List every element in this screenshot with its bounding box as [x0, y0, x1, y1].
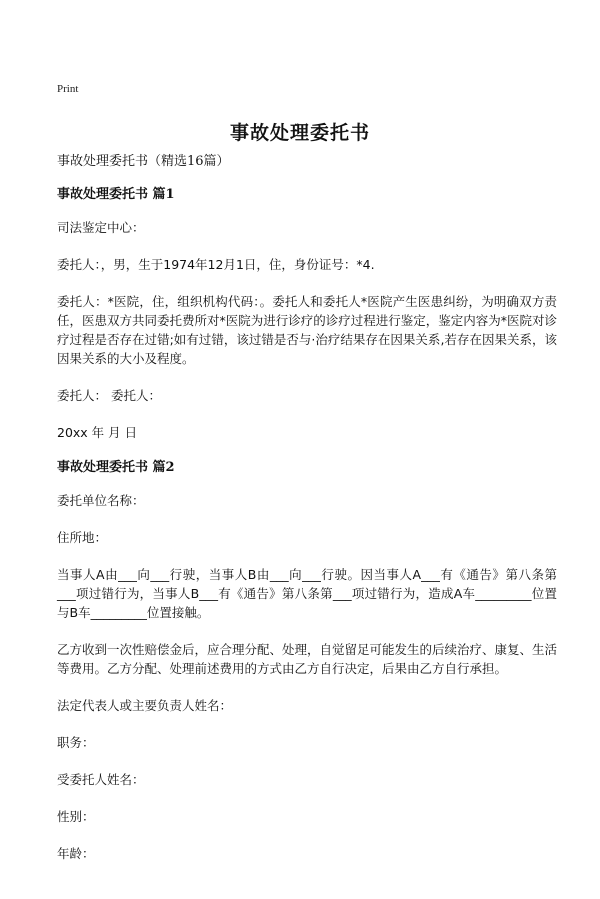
paragraph: 当事人A由___向___行驶，当事人B由___向___行驶。因当事人A___有《通告》第八条第___项过错行为，当事人B___有《通告》第八条第___项过错行为，造成A车_________位置与B车_________位置接触。	[57, 567, 557, 620]
document-subtitle: 事故处理委托书（精选16篇）	[57, 154, 230, 169]
paragraph: 住所地：	[57, 530, 108, 545]
paragraph: 司法鉴定中心：	[57, 220, 145, 235]
paragraph: 年龄：	[57, 846, 95, 861]
paragraph: 乙方收到一次性赔偿金后，应合理分配、处理，自觉留足可能发生的后续治疗、康复、生活等费用。乙方分配、处理前述费用的方式由乙方自行决定，后果由乙方自行承担。	[57, 642, 558, 676]
section-heading-2: 事故处理委托书 篇2	[57, 460, 175, 475]
document-body	[57, 152, 557, 863]
paragraph: 委托单位名称：	[57, 493, 145, 508]
paragraph: 职务：	[57, 735, 95, 750]
paragraph: 法定代表人或主要负责人姓名：	[57, 698, 233, 713]
section-heading-1: 事故处理委托书 篇1	[57, 187, 175, 202]
print-label: Print	[57, 83, 79, 95]
document-title: 事故处理委托书	[229, 122, 370, 144]
date-line: 20xx 年 月 日	[57, 425, 138, 440]
paragraph: 委托人： 委托人：	[57, 388, 161, 403]
paragraph: 性别：	[57, 809, 95, 824]
paragraph: 受委托人姓名：	[57, 772, 145, 787]
paragraph: 委托人：，男，生于1974年12月1日，住，身份证号：*4.	[57, 257, 375, 272]
paragraph: 委托人：*医院，住，组织机构代码：。委托人和委托人*医院产生医患纠纷，为明确双方责任，医患双方共同委托费所对*医院为进行诊疗的诊疗过程进行鉴定，鉴定内容为*医院对诊疗过程是否存在过错;如有过错，该过错是否与·治疗结果存在因果关系,若存在因果关系，该因果关系的大小及程度。	[57, 294, 558, 366]
